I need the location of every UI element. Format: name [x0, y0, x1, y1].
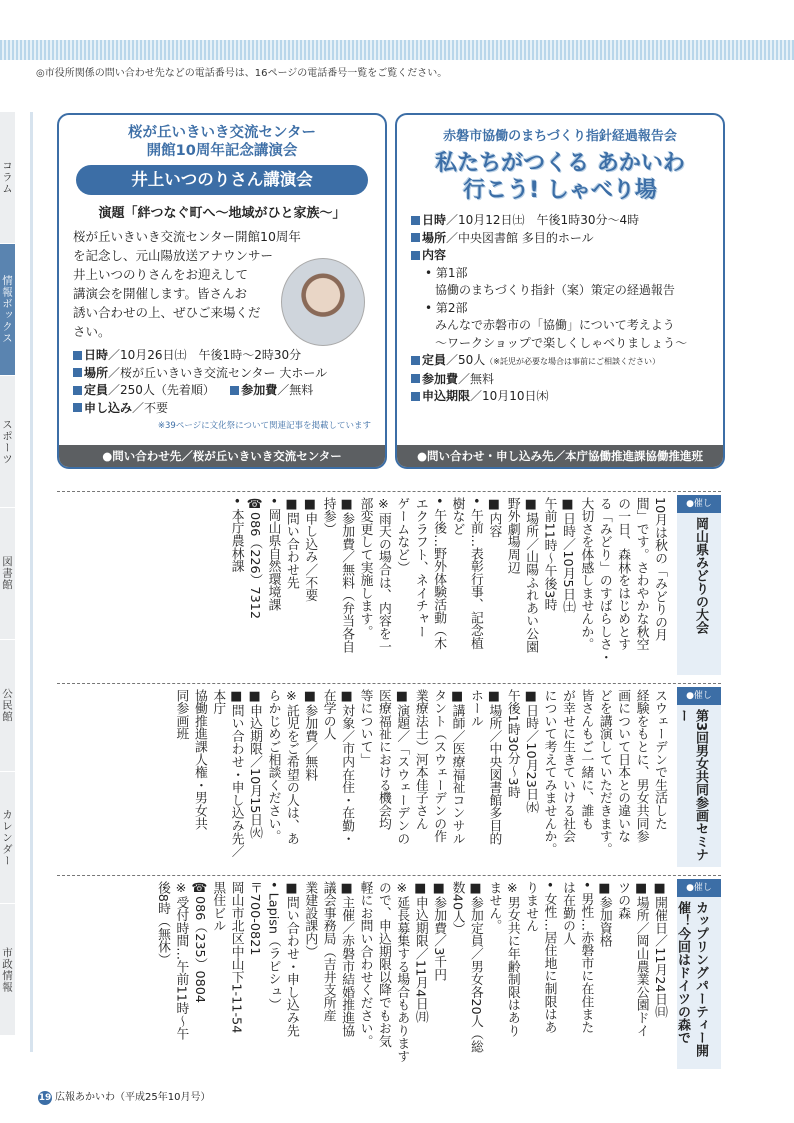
event-tag: ●催し	[677, 879, 721, 897]
sidebar-rule	[30, 112, 33, 1052]
event-tag: ●催し	[677, 495, 721, 513]
section-line: りません	[523, 881, 539, 933]
report-date: 日時／10月12日㈯ 午後1時30分〜4時	[397, 212, 723, 230]
section-line: は在勤の人	[559, 881, 575, 945]
section-title: カップリングパーティー開催！今回はドイツの森で	[675, 901, 708, 1057]
section-line: ■場所／岡山農業公園ドイ	[633, 881, 649, 1037]
section-line: ■場所／山陽ふれあい公園	[523, 497, 539, 653]
section-line: 軽にお問い合わせください。	[357, 881, 373, 1048]
section-line: どを講演していただきます。	[596, 689, 612, 856]
section-line: ■日時／10月5日㈯	[559, 497, 575, 614]
section-line: 間」です。さわやかな秋空	[633, 497, 649, 651]
section-line: ■講師／医療福祉コンサル	[449, 689, 465, 845]
section-caption	[674, 495, 721, 675]
section-divider	[57, 683, 721, 684]
para-line: 誘い合わせの上、ぜひご来場くだ	[73, 305, 261, 320]
section-gender-seminar	[57, 687, 721, 867]
event-tag: ●催し	[677, 687, 721, 705]
section-line: ツの森	[615, 881, 631, 920]
section-line: ■参加費／3千円	[431, 881, 447, 981]
report-deadline: 申込期限／10月10日㈭	[397, 388, 723, 406]
section-line: エクラフト、ネイチャー	[412, 497, 428, 638]
section-body	[226, 495, 674, 677]
section-line: ※託児をご希望の人は、あ	[283, 689, 299, 845]
section-line: 後8時（無休）	[155, 881, 171, 966]
section-line: • 午前…表彰行事、記念植	[467, 497, 483, 650]
page-number: 19	[38, 1093, 52, 1103]
section-line: 等について」	[357, 689, 373, 766]
section-title: 岡山県みどりの大会	[693, 517, 708, 634]
section-line: の一日、森林をはじめとす	[615, 497, 631, 651]
section-line: • 岡山県自然環境課	[265, 497, 281, 612]
report-fee: 参加費／無料	[397, 371, 723, 389]
lecture-place: 場所／桜が丘いきいき交流センター 大ホール	[59, 365, 385, 383]
para-line: さい。	[73, 324, 111, 339]
section-line: ■参加定員／男女各20人（総	[467, 881, 483, 1054]
section-line: 部変更して実施します。	[357, 497, 373, 638]
section-line: 大切さを体感しませんか。	[578, 497, 594, 651]
publication-name: 広報あかいわ（平成25年10月号）	[55, 1092, 211, 1103]
section-line: • 午後…野外体験活動（木	[431, 497, 447, 650]
lecture-article-box	[57, 113, 387, 469]
para-line: 井上いつのりさんをお迎えして	[73, 267, 249, 282]
section-line: ※延長募集する場合もあります	[394, 881, 410, 1063]
section-line: ゲームなど）	[394, 497, 410, 574]
report-contact-footer: ●問い合わせ・申し込み先／本庁協働推進課協働推進班	[397, 445, 723, 467]
section-caption	[674, 879, 721, 1069]
section-line: タント（スウェーデンの作	[431, 689, 447, 843]
section-line: ■申込期限／10月15日㈫	[247, 689, 263, 839]
section-line: • 本庁農林課	[228, 497, 244, 573]
section-line: が幸せに生きていける社会	[559, 689, 575, 843]
section-line: ■開催日／11月24日㈰	[652, 881, 667, 1019]
para-line: 桜が丘いきいき交流センター開館10周年	[73, 229, 301, 244]
section-line: ※男女共に年齢制限はあり	[504, 881, 520, 1037]
section-divider	[57, 491, 721, 492]
section-line: スウェーデンで生活した	[652, 689, 667, 830]
section-line: ■申し込み／不要	[302, 497, 318, 602]
report-part1: • 第1部	[425, 265, 468, 280]
section-line: 画について日本との違いな	[615, 689, 631, 843]
section-line: ※雨天の場合は、内容を一	[375, 497, 391, 653]
section-line: ■主催／赤磐市結婚推進協	[339, 881, 355, 1037]
section-line: • Lapisn（ラピシュ）	[265, 881, 281, 1011]
phone-note: ◎市役所関係の問い合わせ先などの電話番号は、16ページの電話番号一覧をご覧ください。	[36, 68, 448, 79]
report-part2-sub: 〜ワークショップで楽しくしゃべりましょう〜	[435, 335, 688, 350]
lecture-date: 日時／10月26日㈯ 午後1時〜2時30分	[59, 347, 385, 365]
section-line: ■問い合わせ先	[283, 497, 299, 589]
page-footer	[38, 1088, 210, 1105]
section-line: 経験をもとに、男女共同参	[633, 689, 649, 843]
section-line: 皆さんもご一緒に、誰も	[578, 689, 594, 830]
section-line: 〒700-0821	[247, 881, 263, 956]
section-line: • 男性…赤磐市に在住また	[578, 881, 594, 1034]
para-line: を記念し、元山陽放送アナウンサー	[73, 248, 274, 263]
section-green-event	[57, 495, 721, 675]
tab-column[interactable]: コラム	[0, 112, 15, 244]
section-line: ません。	[486, 881, 502, 933]
section-line: 午後1時30分〜3時	[504, 689, 520, 799]
section-line: 持参）	[320, 497, 336, 536]
tab-calendar[interactable]: カレンダー	[0, 772, 15, 904]
section-line: 数40人）	[449, 881, 465, 936]
section-line: 同参画班	[173, 689, 189, 741]
section-line: ので、申込期限以降でもお気	[375, 881, 391, 1048]
section-line: 協働推進課人権・男女共	[191, 689, 207, 830]
section-line: ※受付時間…午前11時〜午	[173, 881, 189, 1041]
top-pattern-band	[0, 40, 794, 60]
section-line: 医療福祉における機会均	[375, 689, 391, 830]
section-line: ☎086（235）0804	[191, 881, 207, 1004]
report-title-2: 行こう! しゃべり場	[463, 178, 657, 203]
report-head: 赤磐市協働のまちづくり指針経過報告会	[443, 129, 677, 144]
side-tabs	[0, 112, 30, 1036]
section-line: ■対象／市内在住・在勤・	[339, 689, 355, 845]
section-line: ホール	[467, 689, 483, 728]
section-line: 業建設課内）	[302, 881, 318, 958]
section-divider	[57, 875, 721, 876]
section-line: る「みどり」のすばらしさ・	[596, 497, 612, 664]
tab-community-hall[interactable]: 公民館	[0, 640, 15, 772]
lecture-capacity-fee: 定員／250人（先着順） 参加費／無料	[59, 382, 385, 400]
lecture-note: ※39ページに文化祭について関連記事を掲載しています	[157, 421, 371, 431]
tab-library[interactable]: 図書館	[0, 508, 15, 640]
section-coupling-party	[57, 879, 721, 1069]
section-line: ■申込期限／11月4日㈪	[412, 881, 428, 1023]
speaker-photo	[281, 258, 365, 346]
lecture-contact-footer: ●問い合わせ先／桜が丘いきいき交流センター	[59, 445, 385, 467]
section-line: らかじめご相談ください。	[265, 689, 281, 843]
report-capacity: 定員／50人（※託児が必要な場合は事前にご相談ください）	[397, 352, 723, 371]
section-line: ■参加費／無料	[302, 689, 318, 781]
section-line: ■問い合わせ・申し込み先	[283, 881, 299, 1037]
section-line: ■参加費／無料（弁当各自	[339, 497, 355, 653]
section-line: 岡山市北区中山下1-11-54	[228, 881, 244, 1034]
section-line: について考えてみませんか。	[541, 689, 557, 856]
lecture-subtitle: 演題「絆つなぐ町へ〜地域がひと家族〜」	[98, 206, 346, 221]
section-caption	[674, 687, 721, 867]
report-content: 内容	[397, 247, 723, 265]
section-line: 樹など	[449, 497, 465, 536]
section-line: 10月は秋の「みどりの月	[652, 497, 667, 642]
tab-sports[interactable]: スポーツ	[0, 376, 15, 508]
tab-info-box[interactable]: 情報ボックス	[0, 244, 15, 376]
lecture-pill-title: 井上いつのりさん講演会	[76, 165, 368, 195]
section-line: 午前11時〜午後3時	[541, 497, 557, 612]
report-part2-desc: みんなで赤磐市の「協働」について考えよう	[435, 318, 675, 332]
section-body	[171, 687, 674, 869]
section-line: ■場所／中央図書館多目的	[486, 689, 502, 845]
lecture-title-2: 開館10周年記念講演会	[146, 143, 298, 159]
section-line: • 女性…居住地に制限はあ	[541, 881, 557, 1034]
section-line: 野外劇場周辺	[504, 497, 520, 574]
report-part2: • 第2部	[425, 300, 468, 315]
section-line: ■問い合わせ・申し込み先／本庁	[210, 689, 244, 858]
section-line: ☎086（226）7312	[247, 497, 263, 620]
section-line: 在学の人	[320, 689, 336, 741]
report-article-box	[395, 113, 725, 469]
report-place: 場所／中央図書館 多目的ホール	[397, 230, 723, 248]
section-line: ■演題／「スウェーデンの	[394, 689, 410, 845]
tab-city-info[interactable]: 市政情報	[0, 904, 15, 1036]
lecture-apply: 申し込み／不要	[59, 400, 385, 418]
section-line: ■参加資格	[596, 881, 612, 948]
section-title: 第3回男女共同参画セミナー	[675, 709, 708, 862]
section-line: ■内容	[486, 497, 502, 538]
section-line: 業療法士）河本佳子さん	[412, 689, 428, 830]
report-title-1: 私たちがつくる あかいわ	[435, 151, 685, 176]
para-line: 講演会を開催します。皆さんお	[73, 286, 248, 301]
section-line: ■日時／10月23日㈬	[523, 689, 539, 814]
section-line: 議会事務局（吉井支所産	[320, 881, 336, 1022]
report-part1-desc: 協働のまちづくり指針（案）策定の経過報告	[435, 283, 675, 297]
section-body	[153, 879, 674, 1071]
section-line: 黒住ビル	[210, 881, 226, 933]
lecture-title-1: 桜が丘いきいき交流センター	[128, 125, 316, 141]
